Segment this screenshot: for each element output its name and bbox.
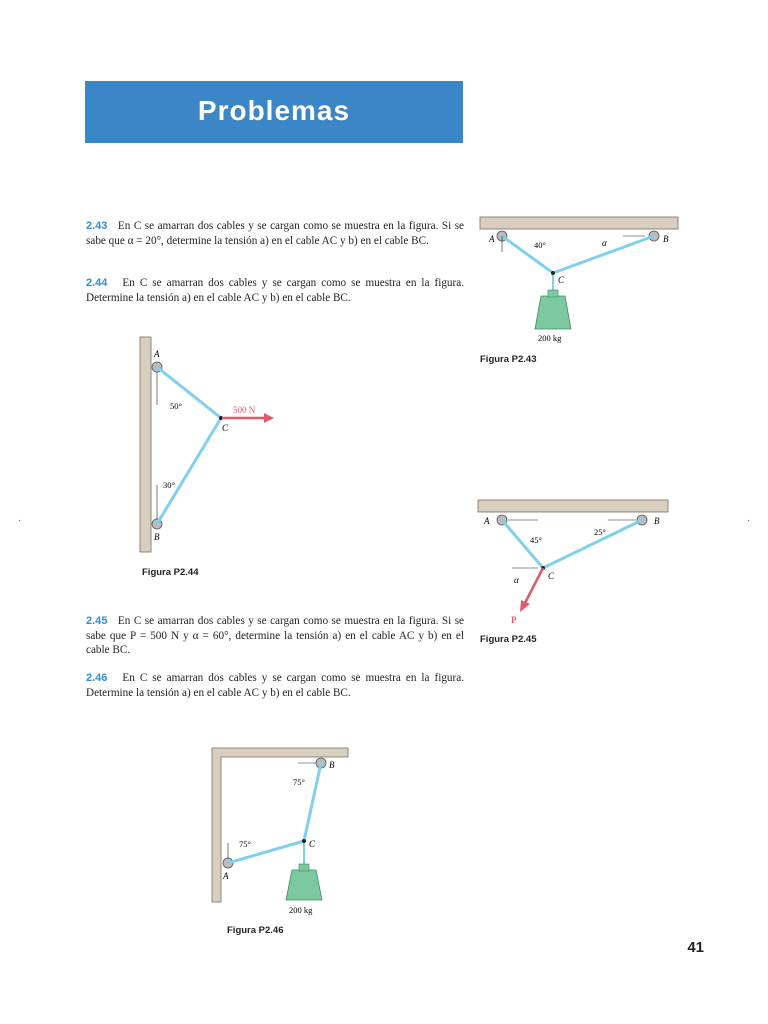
ceiling-support bbox=[478, 500, 668, 512]
label-a: A bbox=[154, 349, 160, 359]
angle-label: 45° bbox=[530, 535, 542, 545]
figure-p2-43 bbox=[478, 212, 682, 347]
label-b: B bbox=[329, 760, 335, 770]
label-b: B bbox=[154, 532, 160, 542]
figure-caption: Figura P2.46 bbox=[227, 925, 284, 936]
figure-p2-44 bbox=[132, 335, 280, 555]
node-c bbox=[302, 839, 306, 843]
angle-label: α bbox=[514, 575, 519, 585]
figure-caption: Figura P2.44 bbox=[142, 567, 199, 578]
problem-number: 2.46 bbox=[86, 672, 108, 684]
problem-2-46 bbox=[86, 671, 464, 700]
force-label: 500 N bbox=[233, 405, 256, 415]
problem-number: 2.45 bbox=[86, 615, 108, 627]
angle-label: 40° bbox=[534, 240, 546, 250]
problem-number: 2.43 bbox=[86, 220, 108, 232]
weight-handle bbox=[299, 864, 309, 871]
force-arrowhead bbox=[264, 413, 274, 423]
page-title: Problemas bbox=[197, 95, 351, 126]
force-arrowhead bbox=[520, 600, 530, 612]
wall-support bbox=[140, 337, 151, 552]
angle-label: 75° bbox=[239, 839, 251, 849]
problem-2-43 bbox=[86, 219, 464, 248]
problem-text: En C se amarran dos cables y se cargan como se muestra en la figura. Si se sabe que α = 20°, determine la tensión a) en el cable AC y b) en el cable BC. bbox=[86, 220, 465, 247]
label-b: B bbox=[654, 516, 660, 526]
problem-2-44 bbox=[86, 276, 464, 305]
angle-label: 75° bbox=[293, 777, 305, 787]
problem-text: En C se amarran dos cables y se cargan como se muestra en la figura. Determine la tensión a) en el cable AC y b) en el cable BC. bbox=[86, 672, 464, 699]
cable-bc bbox=[157, 418, 221, 524]
figure-p2-45 bbox=[476, 496, 672, 628]
header-banner bbox=[85, 81, 463, 143]
node-c bbox=[551, 271, 555, 275]
label-a: A bbox=[484, 516, 490, 526]
figure-caption: Figura P2.45 bbox=[480, 634, 537, 645]
mass-label: 200 kg bbox=[538, 333, 562, 343]
weight-block bbox=[535, 296, 571, 329]
margin-mark: · bbox=[18, 515, 22, 526]
mass-label: 200 kg bbox=[289, 905, 313, 915]
page-number: 41 bbox=[687, 939, 704, 956]
weight-handle bbox=[548, 290, 558, 297]
cable-ac bbox=[157, 367, 221, 418]
label-c: C bbox=[558, 275, 565, 285]
force-label: P bbox=[511, 615, 517, 625]
problem-text: En C se amarran dos cables y se cargan como se muestra en la figura. Determine la tensión a) en el cable AC y b) en el cable BC. bbox=[86, 277, 464, 304]
cable-bc bbox=[304, 763, 321, 841]
weight-block bbox=[286, 870, 322, 900]
figure-p2-46 bbox=[208, 744, 353, 916]
cable-bc bbox=[543, 520, 642, 568]
problem-text: En C se amarran dos cables y se cargan como se muestra en la figura. Si se sabe que P = 500 N y α = 60°, determine la tensión a) en el cable AC y b) en el cable BC. bbox=[86, 615, 465, 657]
problem-number: 2.44 bbox=[86, 277, 108, 289]
label-c: C bbox=[548, 571, 555, 581]
ceiling-support bbox=[480, 217, 678, 229]
angle-label: α bbox=[602, 238, 607, 248]
label-a: A bbox=[489, 234, 495, 244]
figure-caption: Figura P2.43 bbox=[480, 354, 537, 365]
angle-label: 25° bbox=[594, 527, 606, 537]
label-c: C bbox=[222, 423, 229, 433]
label-a: A bbox=[223, 871, 229, 881]
angle-label: 50° bbox=[170, 401, 182, 411]
margin-mark: · bbox=[747, 515, 751, 526]
force-arrow bbox=[525, 568, 543, 603]
corner-support bbox=[212, 748, 348, 902]
angle-label: 30° bbox=[163, 480, 175, 490]
label-b: B bbox=[663, 234, 669, 244]
label-c: C bbox=[309, 839, 316, 849]
problem-2-45 bbox=[86, 614, 464, 658]
